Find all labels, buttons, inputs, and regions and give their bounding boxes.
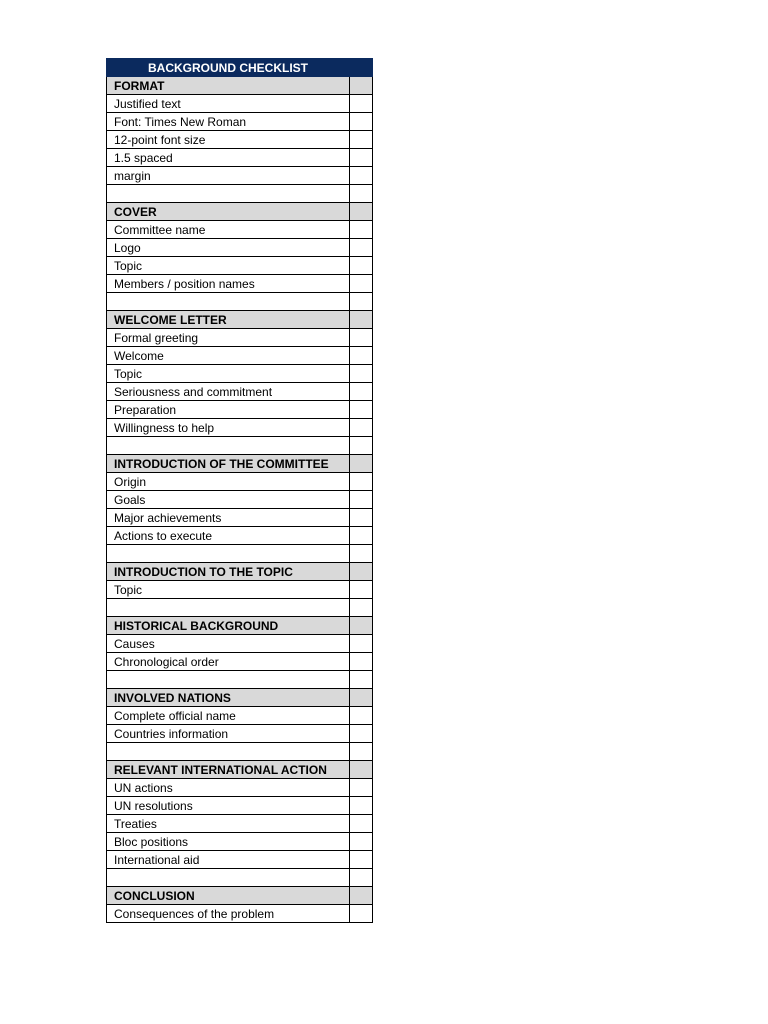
checklist-item-label: Complete official name [107, 707, 350, 725]
checkbox-cell[interactable] [350, 779, 373, 797]
checklist-item-label: Logo [107, 239, 350, 257]
blank-row [107, 185, 373, 203]
checkbox-cell[interactable] [350, 383, 373, 401]
checklist-item-label: Welcome [107, 347, 350, 365]
checklist-item-label: International aid [107, 851, 350, 869]
section-check-cell [350, 761, 373, 779]
checklist-title: BACKGROUND CHECKLIST [107, 59, 350, 77]
checkbox-cell[interactable] [350, 257, 373, 275]
checklist-item-label: Seriousness and commitment [107, 383, 350, 401]
blank-check-cell [350, 545, 373, 563]
section-heading: COVER [107, 203, 350, 221]
checklist-item-row [107, 797, 373, 815]
blank-cell [107, 185, 350, 203]
checklist-item-label: Goals [107, 491, 350, 509]
checklist-sheet [106, 58, 373, 923]
checklist-item-label: Justified text [107, 95, 350, 113]
checklist-item-label: Topic [107, 257, 350, 275]
checklist-table [106, 58, 373, 923]
checkbox-cell[interactable] [350, 473, 373, 491]
section-check-cell [350, 887, 373, 905]
checkbox-cell[interactable] [350, 149, 373, 167]
section-row [107, 455, 373, 473]
section-row [107, 761, 373, 779]
checkbox-cell[interactable] [350, 905, 373, 923]
section-row [107, 77, 373, 95]
checkbox-cell[interactable] [350, 581, 373, 599]
checklist-item-label: Members / position names [107, 275, 350, 293]
checklist-item-row [107, 221, 373, 239]
section-heading: INTRODUCTION OF THE COMMITTEE [107, 455, 350, 473]
checklist-item-row [107, 275, 373, 293]
checklist-item-label: Treaties [107, 815, 350, 833]
blank-check-cell [350, 185, 373, 203]
title-row [107, 59, 373, 77]
checklist-item-label: Committee name [107, 221, 350, 239]
blank-check-cell [350, 743, 373, 761]
checklist-item-label: Bloc positions [107, 833, 350, 851]
section-check-cell [350, 617, 373, 635]
blank-check-cell [350, 869, 373, 887]
checklist-item-label: Topic [107, 365, 350, 383]
section-heading: CONCLUSION [107, 887, 350, 905]
blank-cell [107, 671, 350, 689]
section-check-cell [350, 689, 373, 707]
checkbox-cell[interactable] [350, 95, 373, 113]
checklist-item-row [107, 905, 373, 923]
section-row [107, 563, 373, 581]
section-check-cell [350, 311, 373, 329]
checklist-item-row [107, 473, 373, 491]
section-heading: INTRODUCTION TO THE TOPIC [107, 563, 350, 581]
checkbox-cell[interactable] [350, 833, 373, 851]
checkbox-cell[interactable] [350, 329, 373, 347]
checkbox-cell[interactable] [350, 167, 373, 185]
checklist-item-label: margin [107, 167, 350, 185]
checkbox-cell[interactable] [350, 527, 373, 545]
checklist-item-label: Chronological order [107, 653, 350, 671]
checkbox-cell[interactable] [350, 221, 373, 239]
checklist-item-row [107, 401, 373, 419]
checklist-item-row [107, 365, 373, 383]
checkbox-cell[interactable] [350, 347, 373, 365]
checklist-item-row [107, 167, 373, 185]
checkbox-cell[interactable] [350, 797, 373, 815]
checkbox-cell[interactable] [350, 635, 373, 653]
section-heading: FORMAT [107, 77, 350, 95]
blank-row [107, 869, 373, 887]
blank-row [107, 671, 373, 689]
checklist-item-row [107, 815, 373, 833]
checkbox-cell[interactable] [350, 653, 373, 671]
checkbox-cell[interactable] [350, 113, 373, 131]
checklist-item-row [107, 653, 373, 671]
section-heading: RELEVANT INTERNATIONAL ACTION [107, 761, 350, 779]
checklist-item-row [107, 491, 373, 509]
title-check-cell [350, 59, 373, 77]
checklist-item-row [107, 527, 373, 545]
section-row [107, 689, 373, 707]
checkbox-cell[interactable] [350, 707, 373, 725]
blank-cell [107, 599, 350, 617]
checklist-item-row [107, 257, 373, 275]
checkbox-cell[interactable] [350, 131, 373, 149]
checkbox-cell[interactable] [350, 419, 373, 437]
blank-row [107, 599, 373, 617]
checkbox-cell[interactable] [350, 491, 373, 509]
checkbox-cell[interactable] [350, 365, 373, 383]
blank-row [107, 437, 373, 455]
section-check-cell [350, 455, 373, 473]
checklist-item-row [107, 131, 373, 149]
checklist-item-row [107, 383, 373, 401]
checklist-item-label: Font: Times New Roman [107, 113, 350, 131]
checkbox-cell[interactable] [350, 509, 373, 527]
checklist-item-row [107, 113, 373, 131]
blank-cell [107, 293, 350, 311]
checkbox-cell[interactable] [350, 725, 373, 743]
blank-cell [107, 545, 350, 563]
section-check-cell [350, 203, 373, 221]
checklist-item-label: Willingness to help [107, 419, 350, 437]
checklist-item-label: Causes [107, 635, 350, 653]
checkbox-cell[interactable] [350, 851, 373, 869]
section-row [107, 617, 373, 635]
checklist-item-label: Preparation [107, 401, 350, 419]
checklist-item-label: Consequences of the problem [107, 905, 350, 923]
checklist-item-row [107, 347, 373, 365]
checklist-item-row [107, 707, 373, 725]
checklist-item-row [107, 635, 373, 653]
checklist-item-label: Actions to execute [107, 527, 350, 545]
checkbox-cell[interactable] [350, 239, 373, 257]
checklist-item-row [107, 95, 373, 113]
section-check-cell [350, 563, 373, 581]
checklist-item-row [107, 509, 373, 527]
section-row [107, 203, 373, 221]
checklist-item-row [107, 779, 373, 797]
section-row [107, 311, 373, 329]
checklist-item-label: 12-point font size [107, 131, 350, 149]
blank-cell [107, 437, 350, 455]
blank-cell [107, 743, 350, 761]
checklist-item-label: Topic [107, 581, 350, 599]
section-check-cell [350, 77, 373, 95]
blank-check-cell [350, 671, 373, 689]
checkbox-cell[interactable] [350, 401, 373, 419]
section-heading: INVOLVED NATIONS [107, 689, 350, 707]
checklist-item-label: Countries information [107, 725, 350, 743]
blank-cell [107, 869, 350, 887]
blank-check-cell [350, 437, 373, 455]
blank-row [107, 743, 373, 761]
checklist-item-row [107, 833, 373, 851]
checklist-item-label: Formal greeting [107, 329, 350, 347]
blank-check-cell [350, 293, 373, 311]
blank-check-cell [350, 599, 373, 617]
blank-row [107, 293, 373, 311]
checklist-item-label: UN resolutions [107, 797, 350, 815]
checklist-item-row [107, 851, 373, 869]
checklist-item-row [107, 329, 373, 347]
checklist-item-label: 1.5 spaced [107, 149, 350, 167]
checklist-item-row [107, 419, 373, 437]
blank-row [107, 545, 373, 563]
section-heading: WELCOME LETTER [107, 311, 350, 329]
checklist-item-row [107, 239, 373, 257]
checklist-item-label: Major achievements [107, 509, 350, 527]
section-row [107, 887, 373, 905]
checklist-item-row [107, 149, 373, 167]
checkbox-cell[interactable] [350, 815, 373, 833]
checkbox-cell[interactable] [350, 275, 373, 293]
checklist-item-label: Origin [107, 473, 350, 491]
checklist-item-label: UN actions [107, 779, 350, 797]
checklist-item-row [107, 725, 373, 743]
section-heading: HISTORICAL BACKGROUND [107, 617, 350, 635]
checklist-item-row [107, 581, 373, 599]
checklist-body [107, 59, 373, 923]
